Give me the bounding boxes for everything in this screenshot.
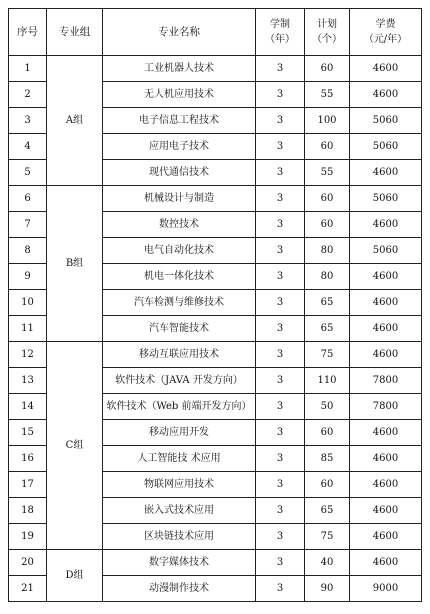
row-index: 21 [9,576,47,602]
major-name: 汽车智能技术 [103,316,256,342]
enrollment-plan-table-container [8,8,421,608]
row-index: 8 [9,238,47,264]
major-name: 移动应用开发 [103,420,256,446]
study-years: 3 [256,420,305,446]
major-name: 工业机器人技术 [103,56,256,82]
tuition-fee: 5060 [350,186,422,212]
tuition-fee: 5060 [350,134,422,160]
header-fee-top: 学费 [375,19,396,30]
header-fee [350,9,422,56]
tuition-fee: 7800 [350,368,422,394]
study-years: 3 [256,108,305,134]
major-name: 电子信息工程技术 [103,108,256,134]
tuition-fee: 4600 [350,212,422,238]
major-name: 嵌入式技术应用 [103,498,256,524]
header-years [256,9,305,56]
major-name: 电气自动化技术 [103,238,256,264]
major-name: 机电一体化技术 [103,264,256,290]
group-name-cell: A组 [47,56,103,186]
major-name: 人工智能技 术应用 [103,446,256,472]
major-name: 机械设计与制造 [103,186,256,212]
tuition-fee: 4600 [350,420,422,446]
tuition-fee: 9000 [350,576,422,602]
enrollment-plan: 110 [305,368,350,394]
major-name: 移动互联应用技术 [103,342,256,368]
row-index: 5 [9,160,47,186]
group-name-cell: D组 [47,550,103,602]
study-years: 3 [256,524,305,550]
tuition-fee: 7800 [350,394,422,420]
enrollment-plan-table [8,8,422,602]
tuition-fee: 4600 [350,446,422,472]
enrollment-plan: 55 [305,82,350,108]
row-index: 15 [9,420,47,446]
header-index: 序号 [9,9,47,56]
header-group: 专业组 [47,9,103,56]
tuition-fee: 4600 [350,550,422,576]
major-name: 现代通信技术 [103,160,256,186]
header-fee-bottom: （元/年） [363,34,408,45]
study-years: 3 [256,472,305,498]
major-name: 应用电子技术 [103,134,256,160]
enrollment-plan: 60 [305,420,350,446]
enrollment-plan: 65 [305,290,350,316]
header-plan [305,9,350,56]
tuition-fee: 4600 [350,524,422,550]
tuition-fee: 4600 [350,264,422,290]
enrollment-plan: 50 [305,394,350,420]
enrollment-plan: 65 [305,498,350,524]
tuition-fee: 4600 [350,498,422,524]
row-index: 17 [9,472,47,498]
major-name: 动漫制作技术 [103,576,256,602]
enrollment-plan: 55 [305,160,350,186]
enrollment-plan: 85 [305,446,350,472]
row-index: 11 [9,316,47,342]
study-years: 3 [256,290,305,316]
table-row [9,56,422,82]
tuition-fee: 4600 [350,82,422,108]
row-index: 12 [9,342,47,368]
study-years: 3 [256,56,305,82]
tuition-fee: 4600 [350,472,422,498]
major-name: 物联网应用技术 [103,472,256,498]
table-row [9,186,422,212]
table-row [9,342,422,368]
study-years: 3 [256,186,305,212]
study-years: 3 [256,160,305,186]
enrollment-plan: 60 [305,472,350,498]
enrollment-plan: 75 [305,524,350,550]
tuition-fee: 5060 [350,238,422,264]
row-index: 20 [9,550,47,576]
row-index: 9 [9,264,47,290]
table-row [9,550,422,576]
row-index: 18 [9,498,47,524]
group-name-cell: B组 [47,186,103,342]
tuition-fee: 4600 [350,316,422,342]
enrollment-plan: 80 [305,264,350,290]
enrollment-plan: 60 [305,186,350,212]
header-major: 专业名称 [103,9,256,56]
tuition-fee: 4600 [350,160,422,186]
row-index: 7 [9,212,47,238]
row-index: 16 [9,446,47,472]
enrollment-plan: 60 [305,134,350,160]
major-name: 汽车检测与维修技术 [103,290,256,316]
enrollment-plan: 80 [305,238,350,264]
enrollment-plan: 100 [305,108,350,134]
row-index: 2 [9,82,47,108]
study-years: 3 [256,498,305,524]
study-years: 3 [256,394,305,420]
enrollment-plan: 65 [305,316,350,342]
header-plan-bottom: （个） [312,34,342,45]
row-index: 10 [9,290,47,316]
header-row [9,9,422,56]
table-body [9,56,422,602]
study-years: 3 [256,368,305,394]
study-years: 3 [256,82,305,108]
header-years-top: 学制 [270,19,290,30]
row-index: 19 [9,524,47,550]
major-name: 区块链技术应用 [103,524,256,550]
study-years: 3 [256,238,305,264]
row-index: 1 [9,56,47,82]
tuition-fee: 5060 [350,108,422,134]
study-years: 3 [256,576,305,602]
row-index: 3 [9,108,47,134]
group-name-cell: C组 [47,342,103,550]
major-name: 软件技术（Web 前端开发方向） [103,394,256,420]
enrollment-plan: 40 [305,550,350,576]
major-name: 软件技术（JAVA 开发方向） [103,368,256,394]
tuition-fee: 4600 [350,342,422,368]
study-years: 3 [256,342,305,368]
row-index: 13 [9,368,47,394]
enrollment-plan: 60 [305,56,350,82]
major-name: 数字媒体技术 [103,550,256,576]
study-years: 3 [256,446,305,472]
study-years: 3 [256,212,305,238]
study-years: 3 [256,264,305,290]
enrollment-plan: 90 [305,576,350,602]
tuition-fee: 4600 [350,56,422,82]
study-years: 3 [256,316,305,342]
study-years: 3 [256,134,305,160]
row-index: 4 [9,134,47,160]
header-years-bottom: （年） [265,34,295,45]
major-name: 无人机应用技术 [103,82,256,108]
enrollment-plan: 75 [305,342,350,368]
enrollment-plan: 60 [305,212,350,238]
study-years: 3 [256,550,305,576]
major-name: 数控技术 [103,212,256,238]
row-index: 14 [9,394,47,420]
tuition-fee: 4600 [350,290,422,316]
row-index: 6 [9,186,47,212]
header-plan-top: 计划 [317,19,337,30]
